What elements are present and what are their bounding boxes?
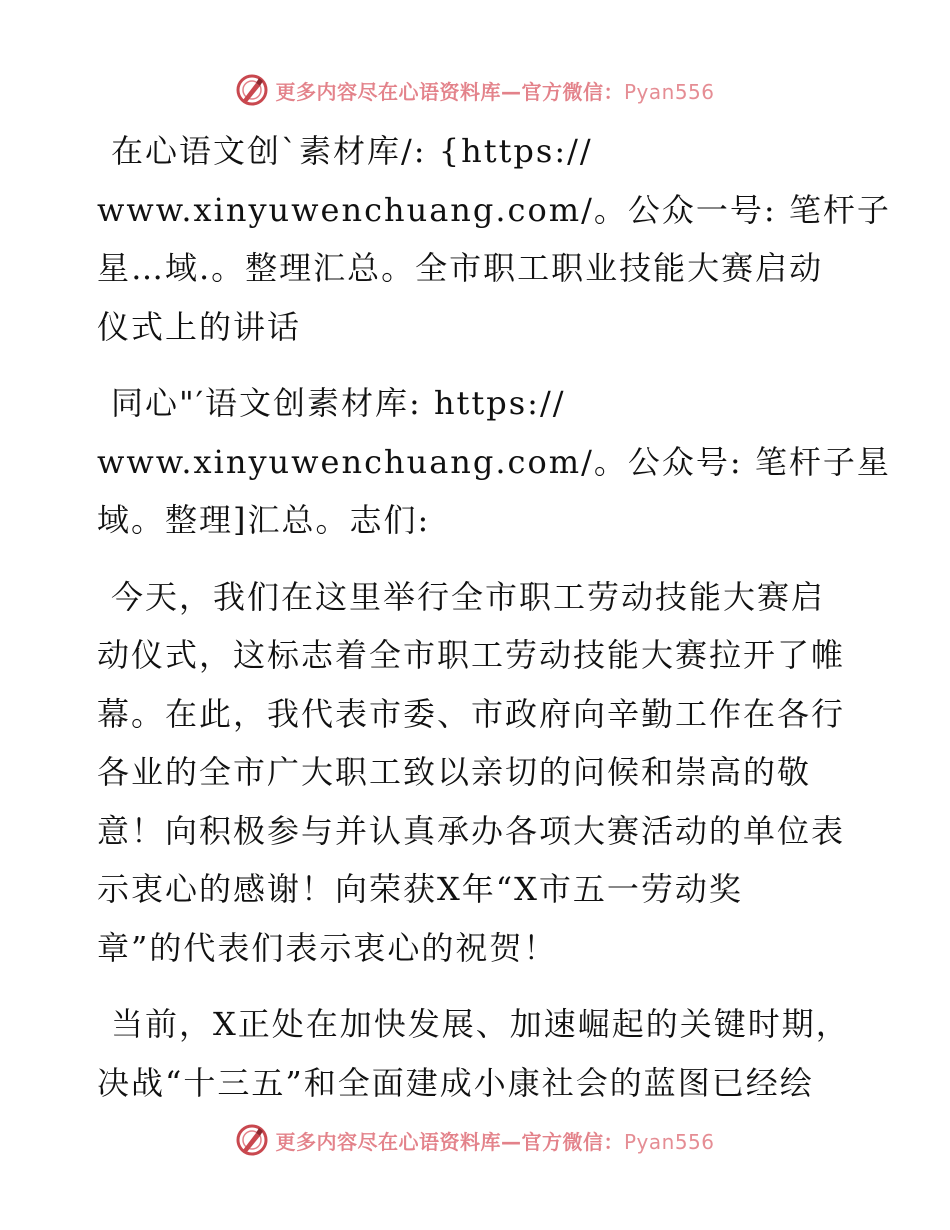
- pen-logo-icon: [235, 1123, 269, 1157]
- text-line: 决战“十三五”和全面建成小康社会的蓝图已经绘: [97, 1063, 814, 1102]
- text-line: 意！向积极参与并认真承办各项大赛活动的单位表: [97, 811, 846, 850]
- text-line: 各业的全市广大职工致以亲切的问候和崇高的敬: [97, 753, 812, 791]
- text-line: 今天，我们在这里举行全市职工劳动技能大赛启: [111, 577, 826, 616]
- text-line: 域。整理]汇总。志们:: [97, 501, 431, 539]
- text-line: 同心"′语文创素材库: https://: [111, 384, 566, 422]
- header-watermark: [0, 70, 950, 110]
- text-line: www.xinyuwenchuang.com/。公众号: 笔杆子星: [97, 442, 891, 481]
- text-line: 当前，X正处在加快发展、加速崛起的关键时期，: [111, 1005, 850, 1043]
- text-line: 章”的代表们表示衷心的祝贺！: [97, 928, 558, 967]
- text-line: 星…域.。整理汇总。全市职工职业技能大赛启动: [97, 249, 824, 287]
- footer-watermark: [0, 1120, 950, 1160]
- watermark-text: 更多内容尽在心语资料库—官方微信：Pyan556: [275, 1129, 715, 1154]
- text-line: 幕。在此，我代表市委、市政府向辛勤工作在各行: [97, 694, 846, 733]
- paragraph: [97, 122, 891, 356]
- text-line: 仪式上的讲话: [97, 307, 302, 346]
- watermark-text: 更多内容尽在心语资料库—官方微信：Pyan556: [275, 79, 715, 104]
- document-body: [97, 122, 891, 1130]
- text-line: 在心语文创`素材库/: {https://: [111, 132, 593, 170]
- paragraph: [97, 374, 891, 550]
- pen-logo-icon: [235, 73, 269, 107]
- paragraph: [97, 995, 857, 1112]
- paragraph: [97, 568, 857, 978]
- text-line: 动仪式，这标志着全市职工劳动技能大赛拉开了帷: [97, 636, 846, 674]
- text-line: 示衷心的感谢！向荣获X年“X市五一劳动奖: [97, 870, 743, 908]
- text-line: www.xinyuwenchuang.com/。公众一号: 笔杆子: [97, 190, 891, 229]
